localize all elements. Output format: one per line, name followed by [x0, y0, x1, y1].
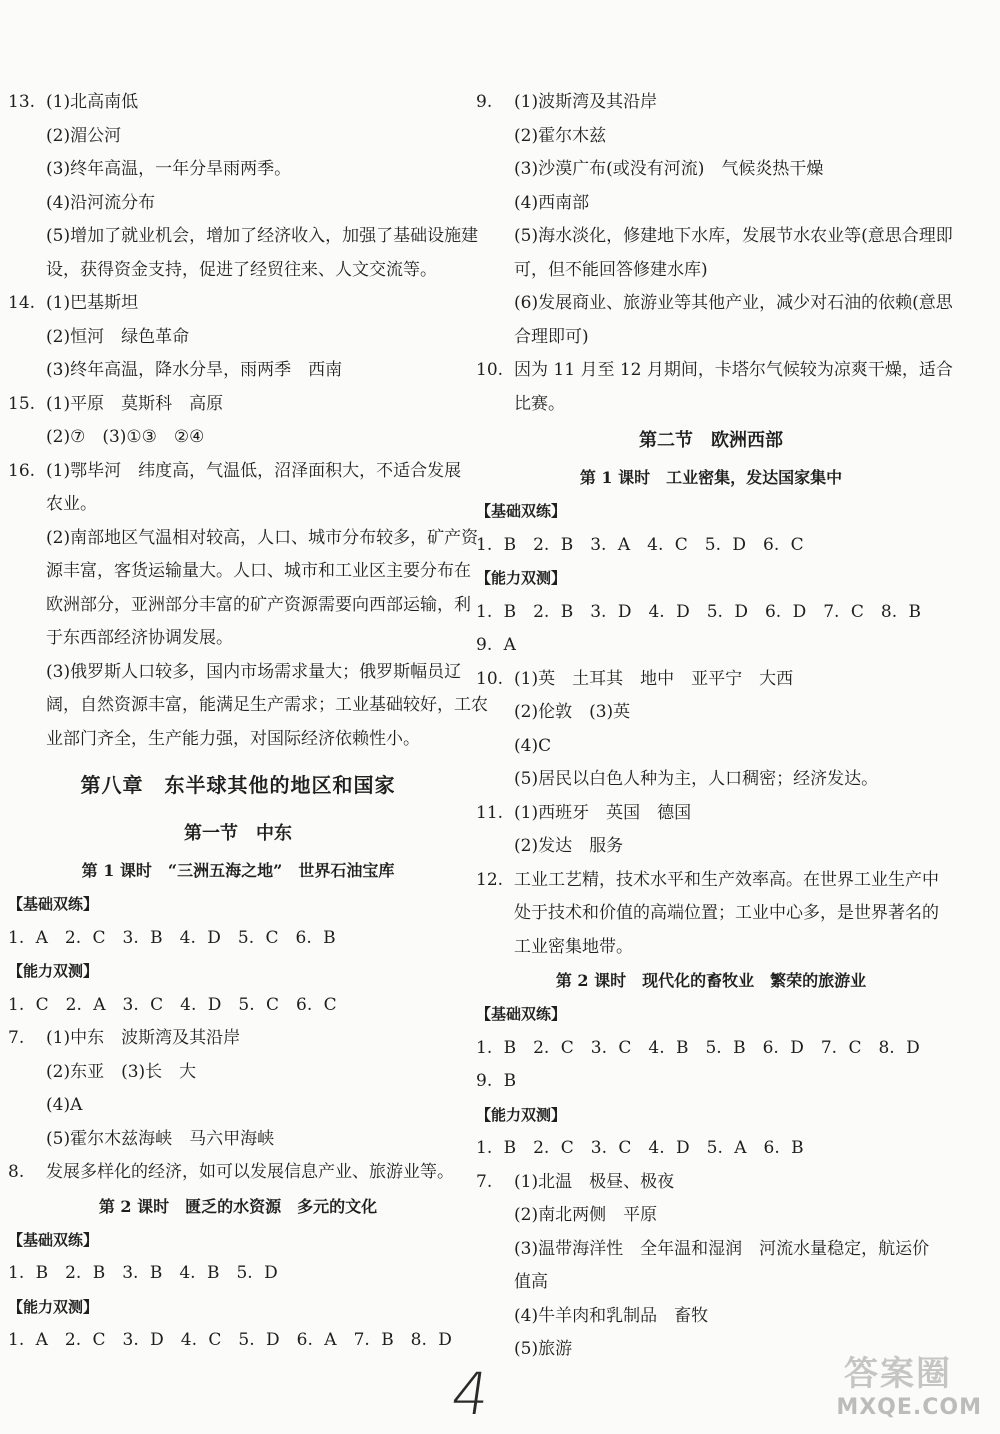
q16-line-2d: 于东西部经济协调发展。 — [46, 628, 233, 648]
q9-number: 9. — [476, 92, 493, 112]
q10b-line-3: (4)C — [514, 735, 552, 756]
ability-answers: 1. B 2. C 3. C 4. D 5. A 6. B — [476, 1138, 804, 1158]
q7-line-4: (5)霍尔木兹海峡 马六甲海峡 — [46, 1128, 275, 1149]
q10-line-2: 比赛。 — [514, 393, 565, 414]
q16-line-2a: (2)南部地区气温相对较高，人口、城市分布较多，矿产资 — [46, 527, 479, 548]
watermark — [792, 1342, 982, 1422]
basic-answers: 1. B 2. B 3. A 4. C 5. D 6. C — [476, 534, 804, 555]
q11-line-1: 11. (1)西班牙 英国 德国 — [476, 797, 946, 831]
basic-answers-cont: 9. B — [476, 1071, 517, 1091]
q8-line-1: 8. 发展多样化的经济，如可以发展信息产业、旅游业等。 — [8, 1156, 468, 1190]
basic-practice-tag: 【基础双练】 — [476, 502, 567, 520]
ability-test-tag: 【能力双测】 — [8, 1297, 99, 1316]
q10b-line-2: (2)伦敦 (3)英 — [514, 702, 631, 722]
q7b-line-1: 7. (1)北温 极昼、极夜 — [476, 1166, 946, 1200]
basic-answers: 1. B 2. B 3. B 4. B 5. D — [8, 1263, 278, 1283]
q12-number: 12. — [476, 869, 504, 890]
q13-line-4: (4)沿河流分布 — [46, 192, 156, 213]
basic-practice-tag: 【基础双练】 — [8, 1230, 99, 1249]
q10b-line-4: (5)居民以白色人种为主，人口稠密；经济发达。 — [514, 769, 879, 789]
ability-test-tag: 【能力双测】 — [476, 1105, 567, 1124]
q9-line-4: (4)西南部 — [514, 192, 590, 213]
q16-line-1a: 16. (1)鄂毕河 纬度高，气温低，沼泽面积大，不适合发展 — [8, 455, 468, 489]
q7b-line-5: (5)旅游 — [514, 1339, 573, 1359]
q13-line-3: (3)终年高温，一年分旱雨两季。 — [46, 159, 292, 179]
ability-answers: 1. A 2. C 3. D 4. C 5. D 6. A 7. B 8. D — [8, 1330, 452, 1350]
q16-line-3a: (3)俄罗斯人口较多，国内市场需求量大；俄罗斯幅员辽 — [46, 661, 462, 682]
ability-answers: 1. C 2. A 3. C 4. D 5. C 6. C — [8, 994, 337, 1015]
q10-number: 10. — [476, 360, 504, 380]
q7b-line-3a: (3)温带海洋性 全年温和湿润 河流水量稳定，航运价 — [514, 1238, 930, 1259]
q7-line-1: 7. (1)中东 波斯湾及其沿岸 — [8, 1022, 468, 1056]
basic-practice-tag: 【基础双练】 — [476, 1005, 567, 1023]
watermark-logo: 答案圈 — [844, 1354, 952, 1394]
q16-line-1b: 农业。 — [46, 494, 97, 514]
q16-line-3b: 阔，自然资源丰富，能满足生产需求；工业基础较好，工农 — [46, 695, 488, 715]
q7-number: 7. — [8, 1028, 25, 1048]
q11-line-2: (2)发达 服务 — [514, 836, 624, 856]
basic-answers: 1. A 2. C 3. B 4. D 5. C 6. B — [8, 927, 336, 948]
ability-answers: 1. B 2. B 3. D 4. D 5. D 6. D 7. C 8. B — [476, 601, 921, 622]
watermark-url: MXQE.COM — [836, 1395, 982, 1420]
q16-line-2b: 源丰富，客货运输量大。人口、城市和工业区主要分布在 — [46, 561, 471, 581]
section-heading-middle-east: 第一节 中东 — [184, 823, 292, 844]
lesson-title-2: 第 2 课时 现代化的畜牧业 繁荣的旅游业 — [555, 971, 867, 990]
right-column — [476, 86, 953, 1367]
handwritten-page-number: 4 — [447, 1360, 494, 1428]
q16-line-2c: 欧洲部分，亚洲部分丰富的矿产资源需要向西部运输，利 — [46, 594, 471, 615]
lesson-title-1: 第 1 课时 “三洲五海之地” 世界石油宝库 — [81, 861, 395, 880]
q10b-line-1: 10. (1)英 土耳其 地中 亚平宁 大西 — [476, 663, 946, 697]
q11-number: 11. — [476, 802, 504, 823]
section-heading-western-europe: 第二节 欧洲西部 — [639, 430, 783, 451]
q9-line-3: (3)沙漠广布(或没有河流) 气候炎热干燥 — [514, 159, 824, 179]
q9-line-6b: 合理即可) — [514, 326, 589, 347]
q14-line-2: (2)恒河 绿色革命 — [46, 326, 190, 347]
q13-line-2: (2)湄公河 — [46, 125, 122, 146]
q13-number: 13. — [8, 92, 36, 112]
basic-practice-tag: 【基础双练】 — [8, 895, 99, 913]
q13-line-1: 13. (1)北高南低 — [8, 86, 468, 120]
q9-line-6a: (6)发展商业、旅游业等其他产业，减少对石油的依赖(意思 — [514, 293, 953, 313]
q7b-line-2: (2)南北两侧 平原 — [514, 1205, 658, 1225]
q7b-line-3b: 值高 — [514, 1272, 548, 1292]
q14-line-1: 14. (1)巴基斯坦 — [8, 287, 468, 321]
q15-line-2: (2)⑦ (3)①③ ②④ — [46, 427, 205, 447]
q7b-line-4: (4)牛羊肉和乳制品 畜牧 — [514, 1305, 709, 1326]
q15-number: 15. — [8, 393, 36, 414]
q14-line-3: (3)终年高温，降水分旱，雨两季 西南 — [46, 360, 343, 380]
q8-number: 8. — [8, 1162, 25, 1182]
q9-line-2: (2)霍尔木兹 — [514, 125, 607, 146]
ability-answers-cont: 9. A — [476, 635, 516, 655]
ability-test-tag: 【能力双测】 — [476, 569, 567, 587]
q7b-number: 7. — [476, 1171, 493, 1192]
q15-line-1: 15. (1)平原 莫斯科 高原 — [8, 388, 468, 422]
q13-line-5a: (5)增加了就业机会，增加了经济收入，加强了基础设施建 — [46, 226, 479, 246]
q7-line-3: (4)A — [46, 1095, 83, 1115]
q9-line-5b: 可，但不能回答修建水库) — [514, 259, 708, 280]
q16-number: 16. — [8, 460, 36, 481]
left-column — [8, 86, 488, 1358]
q9-line-1: 9. (1)波斯湾及其沿岸 — [476, 86, 946, 120]
lesson-title-2: 第 2 课时 匮乏的水资源 多元的文化 — [98, 1196, 378, 1216]
lesson-title-1: 第 1 课时 工业密集，发达国家集中 — [579, 468, 843, 487]
q12-line-2: 处于技术和价值的高端位置；工业中心多，是世界著名的 — [514, 903, 939, 923]
chapter-heading: 第八章 东半球其他的地区和国家 — [80, 773, 396, 797]
q12-line-3: 工业密集地带。 — [514, 936, 633, 957]
q9-line-5a: (5)海水淡化，修建地下水库，发展节水农业等(意思合理即 — [514, 226, 953, 246]
q10b-number: 10. — [476, 668, 504, 689]
q16-line-3c: 业部门齐全，生产能力强，对国际经济依赖性小。 — [46, 728, 420, 749]
q12-line-1: 12. 工业工艺精，技术水平和生产效率高。在世界工业生产中 — [476, 864, 946, 898]
q7-line-2: (2)东亚 (3)长 大 — [46, 1061, 197, 1082]
basic-answers: 1. B 2. C 3. C 4. B 5. B 6. D 7. C 8. D — [476, 1037, 920, 1058]
q14-number: 14. — [8, 293, 36, 313]
q13-line-5b: 设，获得资金支持，促进了经贸往来、人文交流等。 — [46, 259, 437, 280]
ability-test-tag: 【能力双测】 — [8, 962, 99, 980]
q10-line-1: 10. 因为 11 月至 12 月期间，卡塔尔气候较为凉爽干燥，适合 — [476, 354, 946, 388]
